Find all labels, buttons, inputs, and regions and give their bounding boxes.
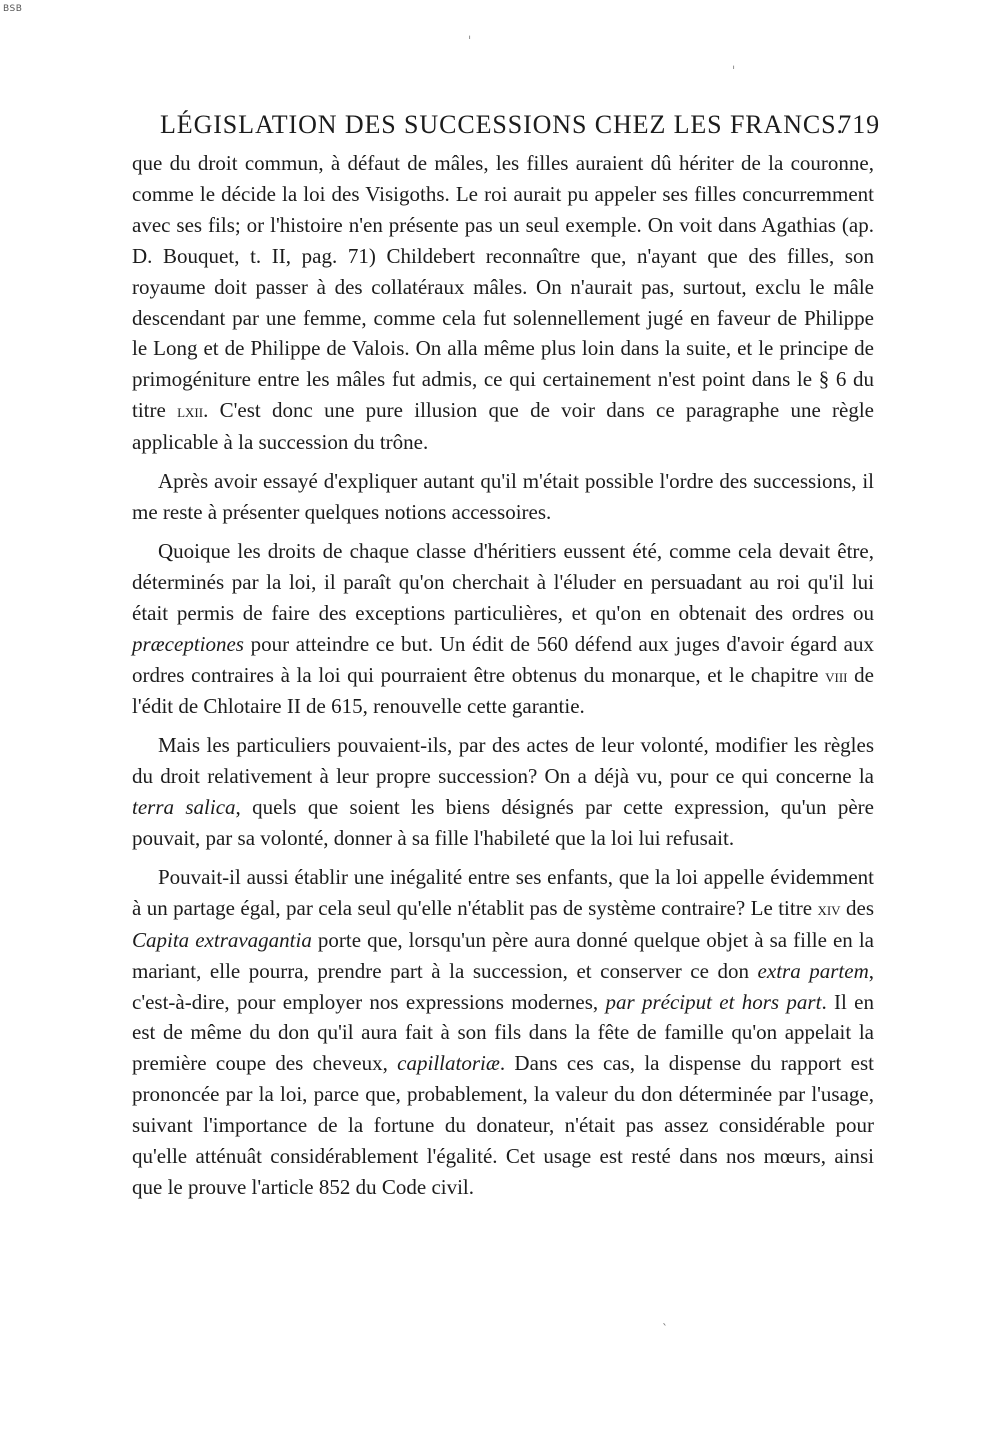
running-title: LÉGISLATION DES SUCCESSIONS CHEZ LES FRANCS. [160, 110, 844, 139]
paragraph-5-text-c: porte que, lorsqu'un père aura donné quelque objet à sa fille en la mariant, elle pourra, prendre part à la succession, et conserver ce don [132, 927, 874, 983]
paragraph-1 [132, 148, 874, 458]
paragraph-4-text-a: Mais les particuliers pouvaient-ils, par des actes de leur volonté, modifier les règles du droit relativement à leur propre succession? On a déjà vu, pour ce qui concerne la [132, 733, 874, 789]
latin-term: extra partem [757, 958, 869, 983]
paragraph-1-end: . C'est donc une pure illusion que de voir dans ce paragraphe une règle applicable à la succession du trône. [132, 398, 875, 455]
latin-term: capillatoriæ [397, 1051, 500, 1076]
paragraph-5 [132, 862, 874, 1203]
paragraph-2: Après avoir essayé d'expliquer autant qu'il m'était possible l'ordre des successions, il me reste à présenter quelques notions accessoires. [132, 469, 874, 524]
latin-term: præceptiones [132, 631, 244, 656]
paragraph-3-text-c: de l'édit de Chlotaire II de 615, renouvelle cette garantie. [132, 662, 875, 719]
title-number: xiv [817, 898, 841, 919]
legal-term: par préciput et hors part [605, 989, 822, 1014]
paragraph-3-text-b: pour atteindre ce but. Un édit de 560 défend aux juges d'avoir égard aux ordres contraires à la loi qui pourraient être obtenus du monarque, et le chapitre [132, 631, 874, 687]
paragraph-5-text-a: Pouvait-il aussi établir une inégalité entre ses enfants, que la loi appelle évidemment à un partage égal, par cela seul qu'elle n'établit pas de système contraire? Le titre [132, 864, 874, 920]
latin-title: Capita extravagantia [132, 927, 312, 952]
paragraph-5-text-f: . Dans ces cas, la dispense du rapport est prononcée par la loi, parce que, probablement, la valeur du don déterminée par l'usage, suivant l'importance de la fortune du donateur, n'était pas assez considérable pour qu'elle atténuât considérablement l'égalité. Cet usage est resté dans nos mœurs, ainsi que le prouve l'article 852 du Code civil. [132, 1051, 874, 1199]
paragraph-5-text-b: des [840, 895, 874, 920]
latin-term: terra salica [132, 795, 236, 820]
running-header [160, 108, 880, 142]
chapter-number: viii [825, 665, 848, 686]
paragraph-1-text: que du droit commun, à défaut de mâles, les filles auraient dû hériter de la couronne, comme le décide la loi des Visigoths. Le roi aurait pu appeler ses filles concurremment avec ses fils; or l'histoire n'en présente pas un seul exemple. On voit dans Agathias (ap. D. Bouquet, t. II, pag. 71) Childebert reconnaître que, n'ayant que des filles, son royaume doit passer à des collatéraux mâles. On n'aurait pas, surtout, exclu le mâle descendant par une femme, comme cela fut solennellement jugé en faveur de Philippe le Long et de Philippe de Valois. On alla même plus loin dans la suite, et le principe de primogéniture entre les mâles fut admis, ce qui certainement n'est point dans le § 6 du titre [132, 151, 874, 423]
scan-speck: ˋ [662, 1322, 668, 1336]
library-stamp: BSB [3, 4, 23, 14]
paragraph-5-text-e: . Il en est de même du don qu'il aura fait à son fils dans la fête de famille qu'on appelait la première coupe des cheveux, [132, 989, 874, 1076]
paragraph-5-text-d: , c'est-à-dire, pour employer nos expressions modernes, [132, 958, 874, 1014]
title-number: lxii [177, 401, 204, 422]
scan-speck: ˈ [468, 34, 472, 48]
scan-speck: ˌ [732, 56, 736, 70]
page-number: 719 [838, 110, 880, 139]
paragraph-3 [132, 536, 874, 722]
page-body [132, 148, 874, 1211]
paragraph-3-text-a: Quoique les droits de chaque classe d'héritiers eussent été, comme cela devait être, déterminés par la loi, il paraît qu'on cherchait à l'éluder en persuadant au roi qu'il lui était permis de faire des exceptions particulières, et qu'on en obtenait des ordres ou [132, 538, 874, 625]
paragraph-4-text-b: , quels que soient les biens désignés par cette expression, qu'un père pouvait, par sa volonté, donner à sa fille l'habileté que la loi lui refusait. [132, 795, 874, 851]
paragraph-4 [132, 730, 874, 854]
